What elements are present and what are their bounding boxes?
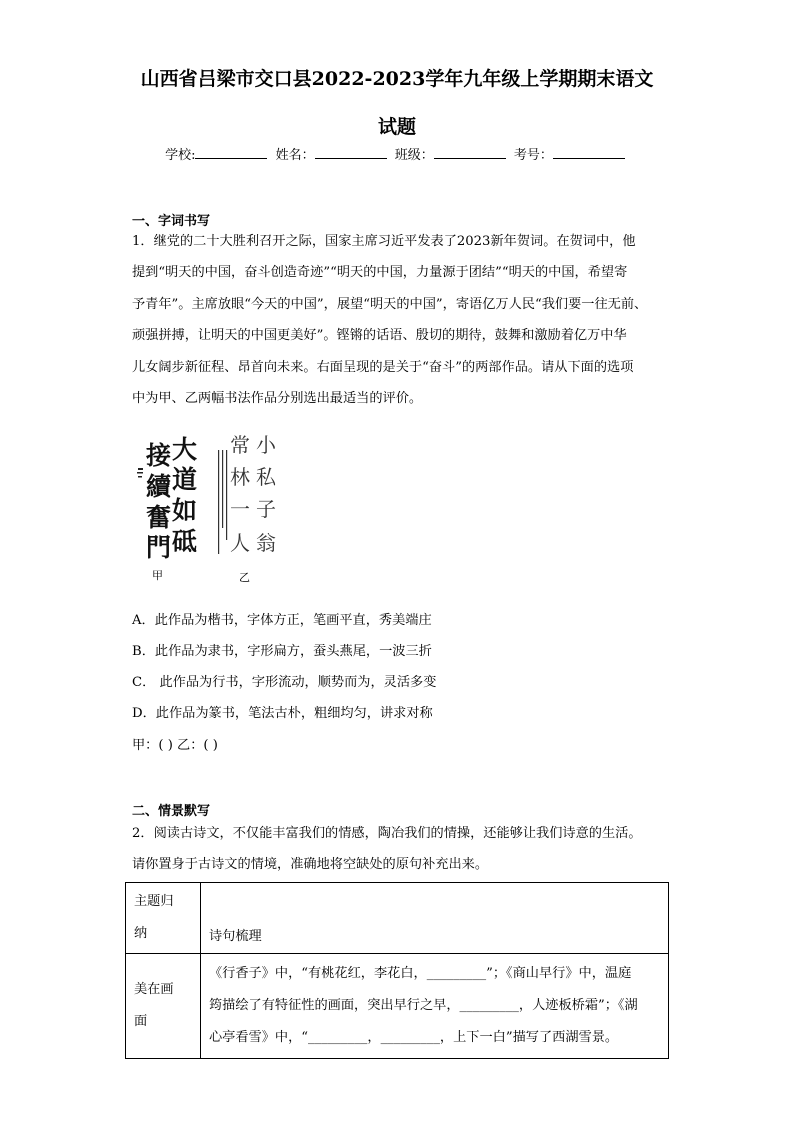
header-cell-line: 纳 [134,926,148,941]
question1-line: 中为甲、乙两幅书法作品分别选出最适当的评价。 [132,391,423,407]
table-header-cell [201,883,669,954]
exam-title: 山西省吕梁市交口县2022-2023学年九年级上学期期末语文 [140,68,654,90]
question2-line: 2．阅读古诗文，不仅能丰富我们的情感，陶冶我们的情操，还能够让我们诗意的生活。 [132,826,642,841]
calligraphy-jia [145,435,197,562]
option-d: D．此作品为篆书，笔法古朴，粗细均匀，讲求对称 [132,706,433,721]
question1-line: 儿女阔步新征程、昂首向未来。右面呈现的是关于“奋斗”的两部作品。请从下面的选项 [132,359,634,375]
jia-char: 道 [172,465,198,494]
answer-line[interactable]: 甲：( ) 乙：( ) [132,738,218,753]
yi-char: 常 [230,433,250,457]
yi-char: 子 [256,497,276,521]
name-label: 姓名： [275,148,315,163]
section2-heading: 二、情景默写 [132,804,211,819]
table-header-cell [126,883,201,954]
jia-char: 如 [172,496,198,525]
option-c: C． 此作品为行书，字形流动，顺势而为，灵活多变 [132,675,437,690]
question1-line: 1．继党的二十大胜利召开之际，国家主席习近平发表了2023新年贺词。在贺词中，他 [132,234,636,249]
jia-char: 大 [172,435,198,464]
figure-label-yi: 乙 [239,571,250,584]
poetry-table [125,882,669,1059]
jia-char: 接 [146,441,172,470]
number-blank[interactable] [553,146,625,159]
cell-line: 面 [134,1014,148,1029]
yi-char: 翁 [256,531,276,555]
yi-char: 林 [230,465,250,489]
exam-title-continued: 试题 [377,116,416,138]
yi-inscription-marks [218,450,227,554]
option-b: B．此作品为隶书，字形扁方，蚕头燕尾，一波三折 [132,644,432,659]
table-cell [126,954,201,1059]
calligraphy-figure [134,432,284,584]
question1-line: 提到“明天的中国，奋斗创造奇迹”“明天的中国，力量源于团结”“明天的中国，希望寄 [132,265,628,281]
jia-seal-marks [137,468,143,478]
section1-heading: 一、字词书写 [132,214,211,229]
header-cell-line: 主题归 [134,894,174,909]
question2-text [132,818,664,881]
jia-char: 奮 [146,503,172,532]
cell-line: 心亭看雪》中，“_________，_________，上下一白”描写了西湖雪景。 [209,1030,619,1045]
yi-char: 私 [256,465,276,489]
cell-line: 筠描绘了有特征性的画面，突出早行之早，_________，人迹板桥霜”；《湖 [209,998,638,1013]
class-label: 班级： [394,148,434,163]
yi-char: 小 [256,433,276,457]
question1-line: 顽强拼搏，让明天的中国更美好”。铿锵的话语、殷切的期待，鼓舞和激励着亿万中华 [132,328,627,344]
question1-text [132,226,664,414]
school-label: 学校: [165,148,196,163]
yi-char: 一 [230,497,250,521]
figure-label-jia: 甲 [152,569,163,582]
calligraphy-yi [230,433,277,555]
school-blank[interactable] [195,146,267,159]
question1-line: 予青年”。主席放眼“今天的中国”，展望“明天的中国”，寄语亿万人民“我们要一往无前、 [132,296,648,312]
option-a: A．此作品为楷书，字体方正，笔画平直，秀美端庄 [132,613,432,628]
jia-char: 砥 [172,527,198,556]
student-info-line [0,144,794,163]
question2-line: 请你置身于古诗文的情境，准确地将空缺处的原句补充出来。 [132,857,489,873]
table-row [126,954,669,1059]
yi-char: 人 [230,531,250,555]
number-label: 考号： [513,148,553,163]
name-blank[interactable] [315,146,387,159]
cell-line: 《行香子》中，“有桃花红，李花白，_________”；《商山早行》中，温庭 [209,966,632,981]
table-row [126,883,669,954]
header-cell-text: 诗句梳理 [209,929,262,944]
class-blank[interactable] [434,146,506,159]
jia-char: 門 [146,533,172,562]
cell-line: 美在画 [134,982,174,997]
table-cell[interactable] [201,954,669,1059]
jia-char: 續 [146,472,172,501]
